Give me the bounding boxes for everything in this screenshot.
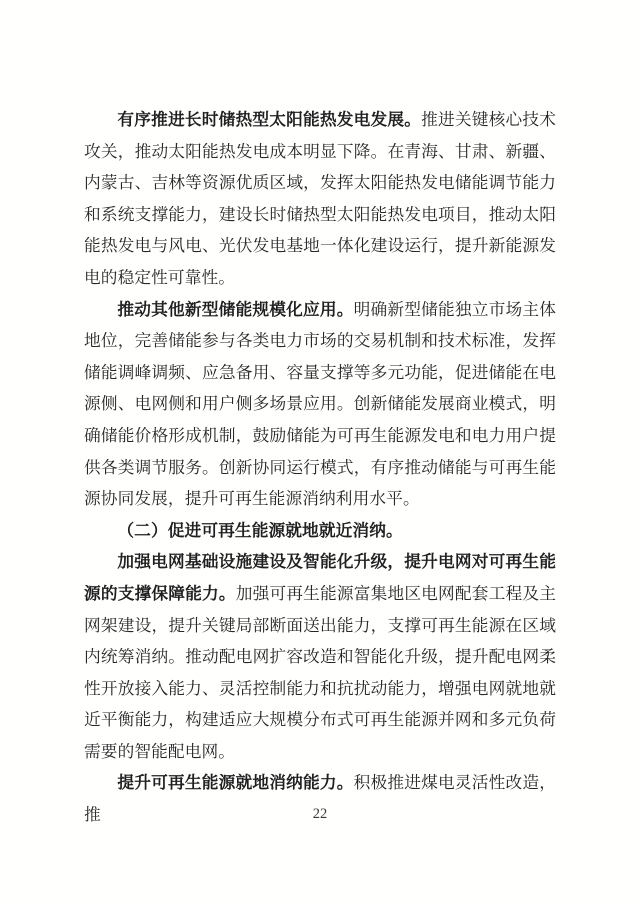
paragraph-lead: （二）促进可再生能源就地就近消纳。	[117, 520, 403, 540]
paragraph-text: 明确新型储能独立市场主体地位，完善储能参与各类电力市场的交易机制和技术标准，发挥储能调峰调频、应急备用、容量支撑等多元功能，促进储能在电源侧、电网侧和用户侧多场景应用。创新储能发展商业模式，明确储能价格形成机制，鼓励储能为可再生能源发电和电力用户提供各类调节服务。创新协同运行模式，有序推动储能与可再生能源协同发展，提升可再生能源消纳利用水平。	[84, 299, 556, 509]
paragraph-lead: 提升可再生能源就地消纳能力。	[117, 773, 354, 793]
paragraph-text: 加强可再生能源富集地区电网配套工程及主网架建设，提升关键局部断面送出能力，支撑可再生能源在区域内统筹消纳。推动配电网扩容改造和智能化升级，提升配电网柔性开放接入能力、灵活控制能力和抗扰动能力，增强电网就地就近平衡能力，构建适应大规模分布式可再生能源并网和多元负荷需要的智能配电网。	[84, 583, 556, 761]
paragraph-lead: 有序推进长时储热型太阳能热发电发展。	[117, 110, 422, 129]
paragraph	[84, 104, 556, 294]
paragraph-lead: 加强电网基础设施建设及智能化升级，提升电网对可再生能源的支撑保障能力。	[84, 552, 556, 603]
paragraph-text: 推进关键核心技术攻关，推动太阳能热发电成本明显下降。在青海、甘肃、新疆、内蒙古、吉林等资源优质区域，发挥太阳能热发电储能调节能力和系统支撑能力，建设长时储热型太阳能热发电项目，推动太阳能热发电与风电、光伏发电基地一体化建设运行，提升新能源发电的稳定性可靠性。	[84, 110, 556, 287]
paragraph	[84, 294, 556, 515]
page-number: 22	[312, 806, 328, 822]
document-body	[84, 104, 556, 831]
paragraph-text: 积极推进煤电灵活性改造，推	[84, 773, 556, 825]
paragraph-lead: 推动其他新型储能规模化应用。	[117, 299, 354, 319]
paragraph	[84, 546, 556, 767]
section-heading	[84, 515, 556, 547]
